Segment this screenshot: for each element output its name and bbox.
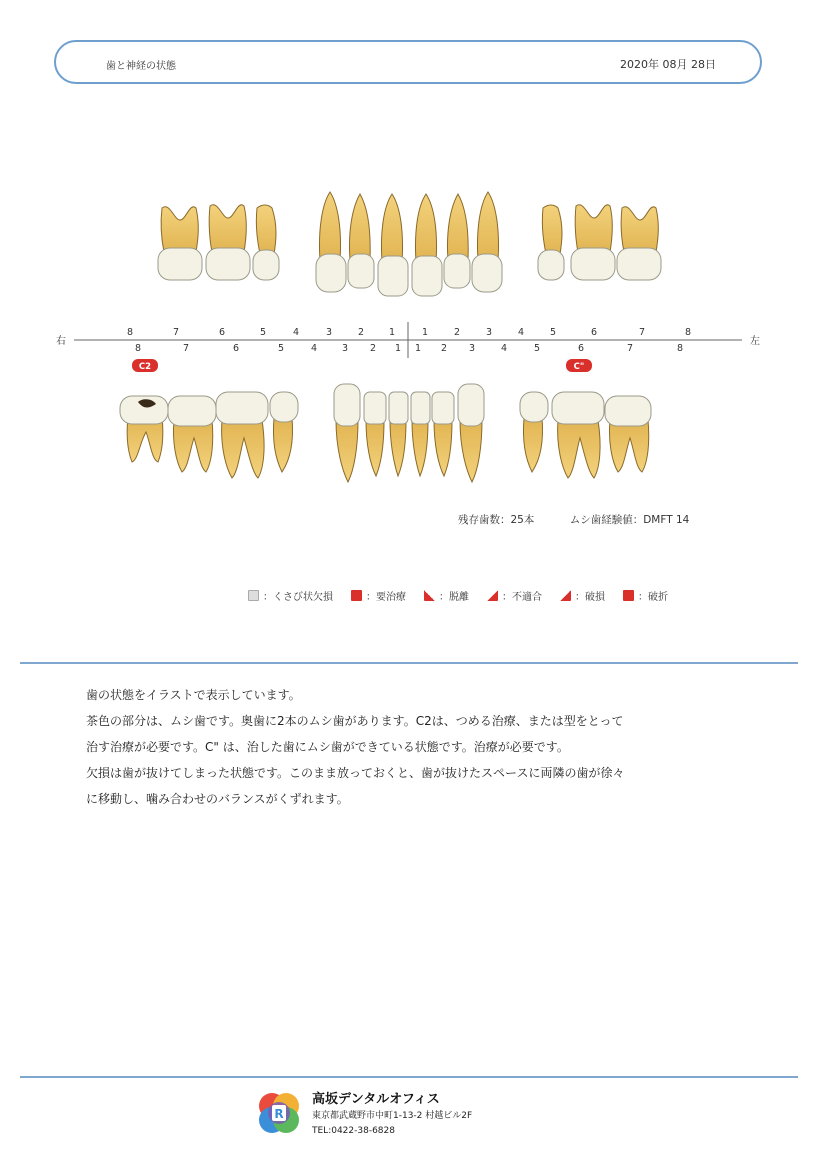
clinic-name: 高坂デンタルオフィス: [312, 1092, 440, 1107]
tooth-lower-left-7[interactable]: [605, 396, 651, 472]
legend-item-fractured: ：破折: [623, 588, 668, 603]
badge-c-prime[interactable]: [566, 359, 592, 372]
svg-text:C": C": [573, 362, 585, 372]
lower-number-l2: 2: [440, 343, 448, 354]
tooth-lower-right-6[interactable]: [168, 396, 216, 472]
description-line-2: 茶色の部分は、ムシ歯です。奥歯に2本のムシ歯があります。C2は、つめる治療、または型をとって: [86, 714, 624, 728]
section-divider-bottom: [20, 1076, 798, 1078]
clinic-logo-icon: [256, 1090, 302, 1136]
legend: [248, 588, 686, 603]
lower-number-r2: 2: [369, 343, 377, 354]
report-date: 2020年 08月 28日: [620, 58, 716, 71]
needs-treatment-icon: [351, 590, 362, 601]
tooth-lower-right-5[interactable]: [216, 392, 268, 478]
dental-chart: [0, 180, 816, 500]
legend-item-detached: ：脱離: [424, 588, 469, 603]
lower-number-l7: 7: [626, 343, 634, 354]
lower-number-l5: 5: [533, 343, 541, 354]
dmft-score: ムシ歯経験値：DMFT 14: [569, 514, 690, 526]
upper-number-r5: 5: [259, 327, 267, 338]
upper-number-l5: 5: [549, 327, 557, 338]
upper-number-l1: 1: [421, 327, 429, 338]
stats-row: [458, 512, 721, 527]
upper-number-l7: 7: [638, 327, 646, 338]
tooth-upper-left-1[interactable]: [412, 194, 442, 296]
tooth-lower-right-4[interactable]: [270, 392, 298, 472]
tooth-lower-left-3[interactable]: [458, 384, 484, 482]
tooth-lower-right-2[interactable]: [364, 392, 386, 476]
upper-number-l3: 3: [485, 327, 493, 338]
tooth-lower-left-6[interactable]: [552, 392, 604, 478]
clinic-address: 東京都武蔵野市中町1-13-2 村越ビル2F: [312, 1111, 473, 1121]
tooth-upper-left-6[interactable]: [571, 205, 615, 280]
header-panel: [54, 40, 762, 84]
upper-number-l2: 2: [453, 327, 461, 338]
lower-number-r8: 8: [134, 343, 142, 354]
tooth-lower-right-1[interactable]: [389, 392, 408, 476]
upper-number-r1: 1: [388, 327, 396, 338]
lower-number-r5: 5: [277, 343, 285, 354]
tooth-lower-left-1[interactable]: [411, 392, 430, 476]
left-side-label: 左: [750, 336, 760, 347]
upper-number-l8: 8: [684, 327, 692, 338]
tooth-lower-left-4[interactable]: [520, 392, 548, 472]
upper-number-r6: 6: [218, 327, 226, 338]
upper-number-l6: 6: [590, 327, 598, 338]
legend-item-wedge-defect: ：くさび状欠損: [248, 588, 333, 603]
lower-number-r4: 4: [310, 343, 318, 354]
detached-icon: [424, 590, 435, 601]
tooth-upper-left-3[interactable]: [472, 192, 502, 292]
tooth-upper-right-5[interactable]: [253, 205, 279, 280]
tooth-upper-right-6[interactable]: [206, 205, 250, 280]
tooth-upper-right-1[interactable]: [378, 194, 408, 296]
legend-item-ill-fitting: ：不適合: [487, 588, 542, 603]
lower-number-r7: 7: [182, 343, 190, 354]
legend-item-needs-treatment: ：要治療: [351, 588, 406, 603]
tooth-lower-left-2[interactable]: [432, 392, 454, 476]
right-side-label: 右: [56, 336, 66, 347]
description-text: [86, 682, 746, 812]
lower-number-r3: 3: [341, 343, 349, 354]
upper-number-l4: 4: [517, 327, 525, 338]
lower-number-r1: 1: [394, 343, 402, 354]
tooth-upper-right-2[interactable]: [348, 194, 374, 288]
upper-number-r7: 7: [172, 327, 180, 338]
tooth-upper-left-2[interactable]: [444, 194, 470, 288]
upper-number-r2: 2: [357, 327, 365, 338]
lower-number-l3: 3: [468, 343, 476, 354]
lower-number-l6: 6: [577, 343, 585, 354]
lower-number-l4: 4: [500, 343, 508, 354]
tooth-lower-right-7[interactable]: [120, 396, 168, 462]
description-line-5: に移動し、噛み合わせのバランスがくずれます。: [86, 792, 349, 806]
svg-text:R: R: [274, 1107, 284, 1121]
tooth-upper-left-5[interactable]: [538, 205, 564, 280]
tooth-upper-left-7[interactable]: [617, 207, 661, 280]
upper-number-r8: 8: [126, 327, 134, 338]
description-line-1: 歯の状態をイラストで表示しています。: [86, 688, 301, 702]
ill-fitting-icon: [487, 590, 498, 601]
description-line-3: 治す治療が必要です。C" は、治した歯にムシ歯ができている状態です。治療が必要です。: [86, 740, 569, 754]
page-title: 歯と神経の状態: [106, 61, 176, 72]
svg-text:C2: C2: [138, 362, 152, 372]
wedge-defect-icon: [248, 590, 259, 601]
tooth-upper-right-3[interactable]: [316, 192, 346, 292]
upper-number-r3: 3: [325, 327, 333, 338]
fractured-icon: [623, 590, 634, 601]
remaining-teeth-count: 残存歯数：25本: [458, 514, 535, 526]
lower-number-l8: 8: [676, 343, 684, 354]
lower-number-r6: 6: [232, 343, 240, 354]
upper-number-r4: 4: [292, 327, 300, 338]
damaged-icon: [560, 590, 571, 601]
tooth-upper-right-7[interactable]: [158, 207, 202, 280]
tooth-lower-right-3[interactable]: [334, 384, 360, 482]
clinic-tel: TEL:0422-38-6828: [312, 1126, 395, 1136]
badge-c2[interactable]: [132, 359, 158, 372]
section-divider-top: [20, 662, 798, 664]
legend-item-damaged: ：破損: [560, 588, 605, 603]
description-line-4: 欠損は歯が抜けてしまった状態です。このまま放っておくと、歯が抜けたスペースに両隣の歯が徐々: [86, 766, 625, 780]
lower-number-l1: 1: [414, 343, 422, 354]
